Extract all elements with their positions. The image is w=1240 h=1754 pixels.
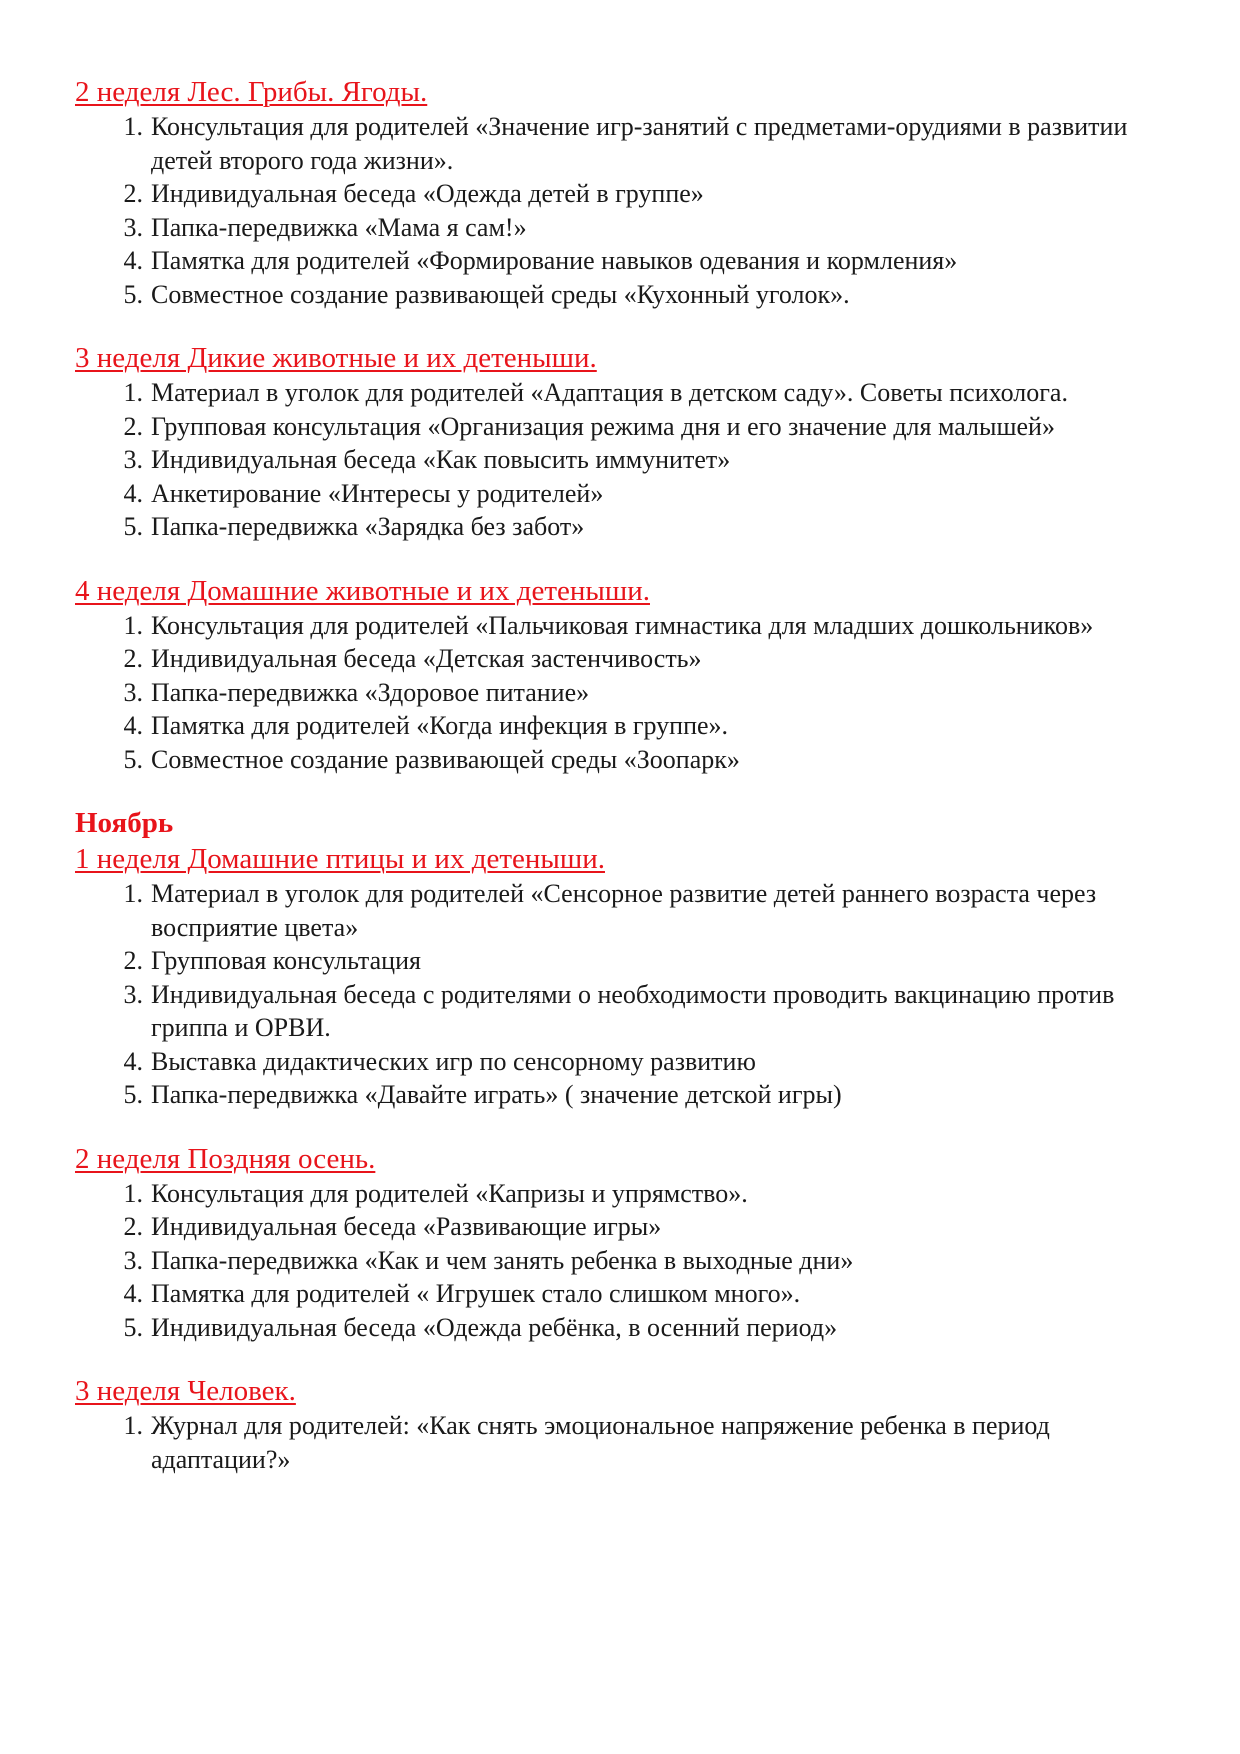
item-number: 5. [123, 512, 143, 541]
list-item [75, 642, 1175, 676]
item-text: Индивидуальная беседа «Развивающие игры» [151, 1212, 662, 1241]
week-section [75, 573, 1175, 777]
item-number: 1. [123, 879, 143, 908]
item-text: Папка-передвижка «Давайте играть» ( значение детской игры) [151, 1080, 842, 1109]
item-text: Совместное создание развивающей среды «Зоопарк» [151, 744, 740, 774]
week-heading: 3 неделя Дикие животные и их детеныши. [75, 342, 597, 374]
item-text: Совместное создание развивающей среды «Кухонный уголок». [151, 279, 850, 309]
list-item [75, 709, 1175, 743]
item-number: 4. [123, 1279, 143, 1308]
list-item [75, 978, 1175, 1045]
list-item [75, 278, 1175, 312]
item-number: 4. [123, 478, 143, 508]
item-number: 2. [123, 946, 143, 975]
item-number: 4. [123, 711, 143, 740]
item-number: 3. [123, 979, 143, 1009]
week-heading: 4 неделя Домашние животные и их детеныши. [75, 574, 650, 607]
list-item [75, 676, 1175, 710]
week-item-list [75, 877, 1175, 1112]
list-item [75, 110, 1175, 177]
item-text: Индивидуальная беседа с родителями о необходимости проводить вакцинацию против гриппа и ОРВИ. [151, 979, 1115, 1042]
week-heading: 3 неделя Человек. [75, 1375, 296, 1407]
item-number: 2. [123, 179, 143, 208]
item-text: Памятка для родителей «Формирование навыков одевания и кормления» [151, 246, 958, 275]
item-text: Папка-передвижка «Мама я сам!» [151, 212, 527, 242]
list-item [75, 177, 1175, 211]
item-text: Индивидуальная беседа «Одежда детей в группе» [151, 179, 704, 208]
week-section [75, 805, 1175, 1112]
list-item [75, 244, 1175, 278]
week-section [75, 1141, 1175, 1345]
item-number: 2. [123, 1212, 143, 1241]
item-text: Индивидуальная беседа «Одежда ребёнка, в осенний период» [151, 1312, 838, 1342]
item-text: Анкетирование «Интересы у родителей» [151, 478, 604, 508]
item-number: 3. [123, 1245, 143, 1275]
week-item-list [75, 1177, 1175, 1345]
list-item [75, 877, 1175, 944]
item-text: Консультация для родителей «Значение игр-занятий с предметами-орудиями в развитии детей второго года жизни». [151, 112, 1128, 175]
document-content [75, 74, 1175, 1505]
item-number: 4. [123, 1046, 143, 1076]
item-number: 4. [123, 246, 143, 275]
list-item [75, 443, 1175, 477]
item-number: 3. [123, 212, 143, 242]
week-section [75, 74, 1175, 311]
list-item [75, 211, 1175, 245]
item-text: Выставка дидактических игр по сенсорному развитию [151, 1046, 756, 1076]
week-heading: 2 неделя Лес. Грибы. Ягоды. [75, 76, 428, 108]
week-item-list [75, 376, 1175, 544]
list-item [75, 1177, 1175, 1211]
item-text: Памятка для родителей « Игрушек стало слишком много». [151, 1279, 801, 1308]
list-item [75, 944, 1175, 978]
list-item [75, 1409, 1175, 1476]
week-heading: 2 неделя Поздняя осень. [75, 1142, 376, 1175]
list-item [75, 609, 1175, 643]
item-number: 1. [123, 1411, 143, 1440]
week-item-list [75, 1409, 1175, 1476]
item-number: 1. [123, 112, 143, 141]
item-text: Папка-передвижка «Здоровое питание» [151, 677, 590, 707]
week-heading: 1 неделя Домашние птицы и их детеныши. [75, 843, 605, 875]
list-item [75, 1078, 1175, 1112]
list-item [75, 410, 1175, 444]
list-item [75, 1277, 1175, 1311]
item-text: Памятка для родителей «Когда инфекция в группе». [151, 711, 729, 740]
item-number: 2. [123, 411, 143, 441]
item-text: Консультация для родителей «Капризы и упрямство». [151, 1178, 748, 1208]
item-number: 5. [123, 744, 143, 774]
month-heading: Ноябрь [75, 807, 174, 839]
week-item-list [75, 609, 1175, 777]
item-number: 5. [123, 1312, 143, 1342]
item-text: Материал в уголок для родителей «Адаптация в детском саду». Советы психолога. [151, 378, 1068, 407]
week-item-list [75, 110, 1175, 311]
item-number: 1. [123, 1178, 143, 1208]
list-item [75, 1045, 1175, 1079]
item-text: Индивидуальная беседа «Детская застенчивость» [151, 644, 702, 673]
item-number: 5. [123, 1080, 143, 1109]
item-number: 1. [123, 610, 143, 640]
week-section [75, 1373, 1175, 1476]
item-text: Папка-передвижка «Зарядка без забот» [151, 512, 585, 541]
item-number: 1. [123, 378, 143, 407]
list-item [75, 1311, 1175, 1345]
list-item [75, 477, 1175, 511]
list-item [75, 1244, 1175, 1278]
item-number: 3. [123, 677, 143, 707]
item-text: Материал в уголок для родителей «Сенсорное развитие детей раннего возраста через восприятие цвета» [151, 879, 1097, 942]
item-text: Консультация для родителей «Пальчиковая гимнастика для младших дошкольников» [151, 610, 1094, 640]
item-text: Групповая консультация «Организация режима дня и его значение для малышей» [151, 411, 1055, 441]
item-text: Папка-передвижка «Как и чем занять ребенка в выходные дни» [151, 1245, 854, 1275]
item-number: 5. [123, 279, 143, 309]
item-text: Групповая консультация [151, 946, 421, 975]
list-item [75, 376, 1175, 410]
item-number: 3. [123, 445, 143, 474]
list-item [75, 743, 1175, 777]
item-number: 2. [123, 644, 143, 673]
item-text: Журнал для родителей: «Как снять эмоциональное напряжение ребенка в период адаптации?» [151, 1411, 1050, 1474]
list-item [75, 510, 1175, 544]
week-section [75, 340, 1175, 544]
list-item [75, 1210, 1175, 1244]
item-text: Индивидуальная беседа «Как повысить иммунитет» [151, 445, 731, 474]
